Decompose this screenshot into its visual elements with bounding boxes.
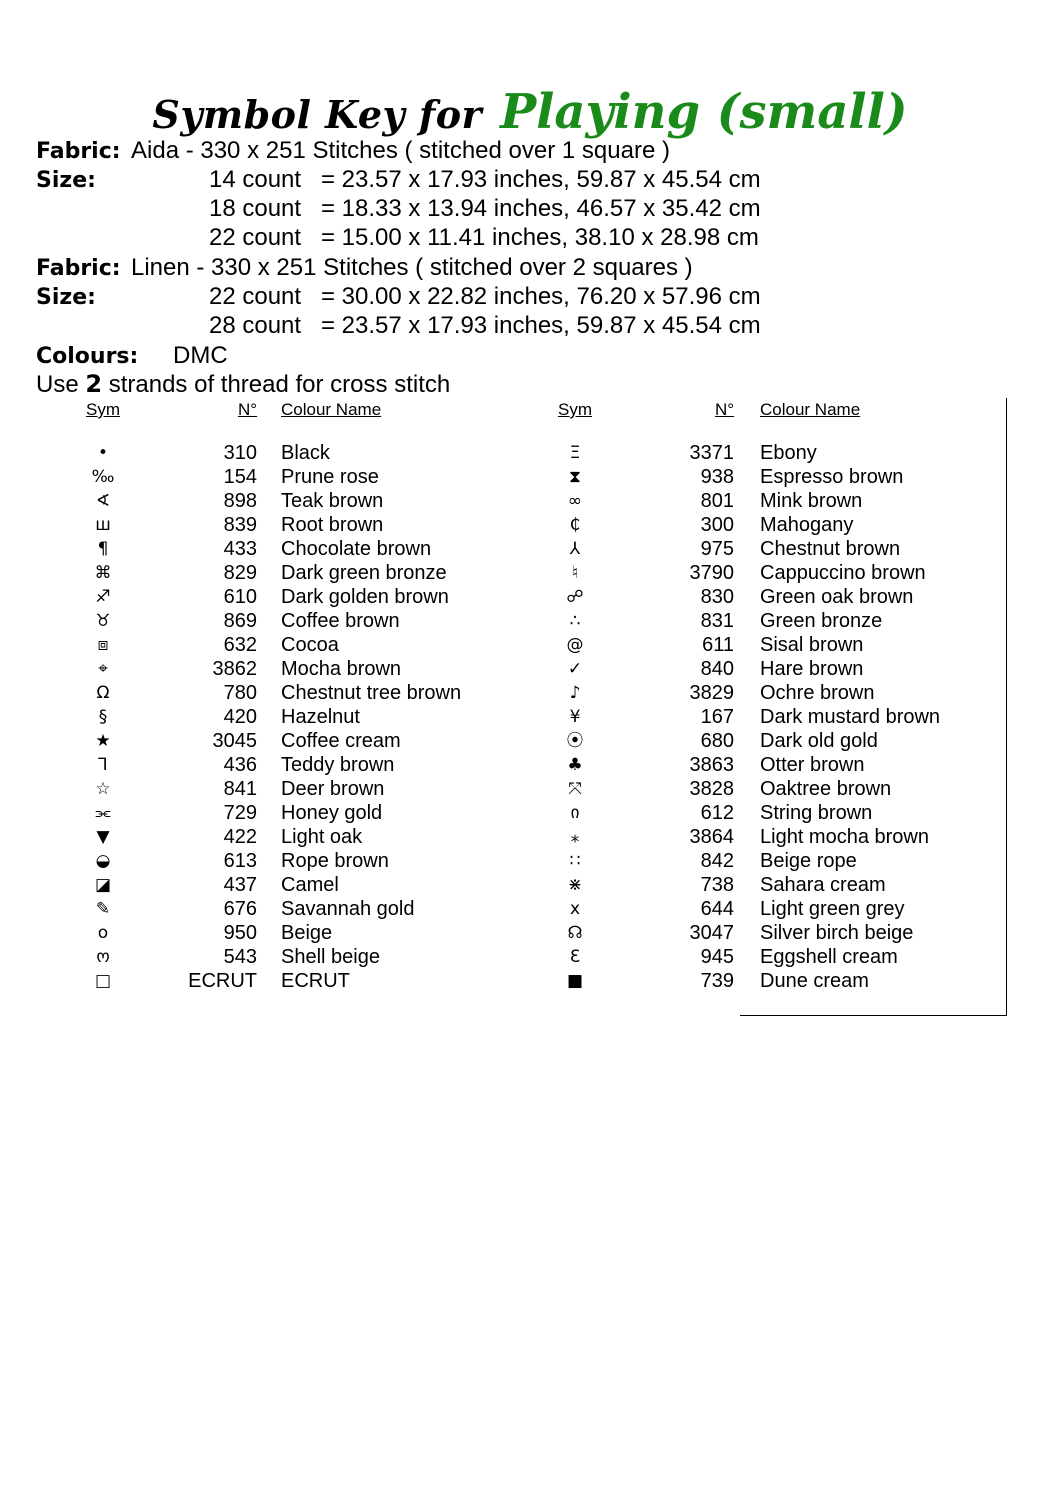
list-item	[0, 609, 1000, 633]
fabric-linen-line	[36, 253, 693, 283]
symbol-icon: ⤧	[568, 779, 582, 799]
strands-post: strands of thread for cross stitch	[102, 371, 451, 398]
colour-number: 950	[223, 922, 257, 944]
colour-name: Mocha brown	[281, 658, 402, 680]
fabric-linen-text: Linen - 330 x 251 Stitches ( stitched over 2 squares )	[131, 254, 693, 281]
symbol-icon: ∷	[569, 851, 581, 871]
list-item	[0, 441, 1000, 465]
symbol-icon: •	[97, 443, 109, 463]
symbol-icon: ✓	[567, 659, 583, 679]
symbol-icon: ⧗	[569, 467, 581, 487]
symbol-icon: ■	[566, 971, 584, 991]
colour-number: 3829	[689, 682, 734, 704]
colour-number: 938	[700, 466, 734, 488]
colour-name: Dark golden brown	[281, 586, 449, 608]
colour-name: Mink brown	[760, 490, 863, 512]
list-item	[0, 921, 1000, 945]
symbol-icon: ⅂	[98, 755, 108, 775]
colour-name: Beige	[281, 922, 333, 944]
symbol-icon: ▼	[96, 827, 110, 847]
list-item	[0, 681, 1000, 705]
colour-name: Ebony	[760, 442, 817, 464]
size-dims: = 18.33 x 13.94 inches, 46.57 x 35.42 cm	[321, 195, 761, 222]
colours-line	[36, 341, 228, 371]
colour-number: 3045	[212, 730, 257, 752]
colour-name: Dark old gold	[760, 730, 878, 752]
size-aida-row-1	[36, 165, 936, 195]
colour-number: 729	[223, 802, 257, 824]
symbol-icon: ⋇	[567, 875, 583, 895]
colours-value: DMC	[173, 342, 228, 369]
colour-name: Savannah gold	[281, 898, 415, 920]
symbol-icon: ✎	[95, 899, 111, 919]
colour-name: Teak brown	[281, 490, 384, 512]
colour-number: 310	[223, 442, 257, 464]
colours-label: Colours:	[36, 344, 139, 369]
colour-name: Eggshell cream	[760, 946, 898, 968]
symbol-icon: ♐	[95, 587, 111, 607]
colour-name: Shell beige	[281, 946, 380, 968]
symbol-icon: ♣	[567, 755, 583, 775]
symbol-icon: ი	[570, 803, 580, 823]
colour-number: 898	[223, 490, 257, 512]
symbol-icon: @	[566, 635, 584, 655]
colour-number: 3862	[212, 658, 257, 680]
list-item	[0, 825, 1000, 849]
symbol-icon: x	[569, 899, 581, 919]
colour-name: Prune rose	[281, 466, 379, 488]
list-item	[0, 897, 1000, 921]
list-item	[0, 633, 1000, 657]
colour-number: 841	[223, 778, 257, 800]
symbol-icon: ⧈	[97, 635, 109, 655]
symbol-icon: ⅄	[569, 539, 581, 559]
list-item	[0, 777, 1000, 801]
colour-number: 829	[223, 562, 257, 584]
symbol-icon: ⦿	[566, 731, 584, 751]
colour-number: 644	[700, 898, 734, 920]
colour-number: 3047	[689, 922, 734, 944]
colour-name: Chestnut tree brown	[281, 682, 462, 704]
colour-number: 543	[223, 946, 257, 968]
fabric-label: Fabric:	[36, 139, 121, 164]
colour-number: 154	[223, 466, 257, 488]
list-item	[0, 513, 1000, 537]
header-sym-right: Sym	[558, 400, 592, 419]
colour-name: Sisal brown	[760, 634, 864, 656]
symbol-icon: o	[97, 923, 109, 943]
size-dims: = 23.57 x 17.93 inches, 59.87 x 45.54 cm	[321, 312, 761, 339]
colour-number: 433	[223, 538, 257, 560]
colour-name: Coffee brown	[281, 610, 400, 632]
colour-number: 436	[223, 754, 257, 776]
colour-name: Dark green bronze	[281, 562, 447, 584]
symbol-icon: ¶	[97, 539, 109, 559]
colour-number: 780	[223, 682, 257, 704]
colour-name: Oaktree brown	[760, 778, 892, 800]
fabric-aida-line	[36, 136, 670, 166]
symbol-icon: ♉	[95, 611, 111, 631]
symbol-icon: §	[98, 707, 108, 727]
colour-number: 613	[223, 850, 257, 872]
colour-name: Dark mustard brown	[760, 706, 941, 728]
list-item	[0, 537, 1000, 561]
size-count: 14 count	[209, 166, 302, 193]
list-item	[0, 561, 1000, 585]
colour-number: 611	[702, 634, 734, 656]
colour-name: Light mocha brown	[760, 826, 929, 848]
header-sym-left: Sym	[86, 400, 120, 419]
symbol-icon: Ɛ	[569, 947, 581, 967]
colour-number: 676	[223, 898, 257, 920]
colour-number: 167	[700, 706, 734, 728]
size-dims: = 15.00 x 11.41 inches, 38.10 x 28.98 cm	[321, 224, 759, 251]
symbol-icon: ¥	[569, 707, 581, 727]
colour-name: Green oak brown	[760, 586, 914, 608]
symbol-icon: ‰	[91, 467, 115, 487]
colour-number: 300	[700, 514, 734, 536]
list-item	[0, 873, 1000, 897]
symbol-icon: ⌘	[94, 563, 112, 583]
symbol-icon: ⌖	[98, 659, 108, 679]
list-item	[0, 657, 1000, 681]
header-num-left: N°	[238, 400, 258, 419]
symbol-icon: ☆	[95, 779, 111, 799]
colour-name: Chestnut brown	[760, 538, 901, 560]
colour-number: 945	[700, 946, 734, 968]
colour-number: 3828	[689, 778, 734, 800]
symbol-icon: Ω	[96, 683, 110, 703]
strands-count: 2	[85, 370, 103, 398]
colour-name: Deer brown	[281, 778, 385, 800]
size-count: 22 count	[209, 224, 302, 251]
symbol-icon: ♮	[571, 563, 579, 583]
colour-number: 437	[223, 874, 257, 896]
symbol-icon: ★	[95, 731, 111, 751]
colour-name: Green bronze	[760, 610, 883, 632]
colour-number: 801	[700, 490, 734, 512]
symbol-icon: ₵	[569, 515, 581, 535]
colour-number: 831	[700, 610, 734, 632]
size-linen-row-1	[36, 282, 936, 312]
symbol-icon: ☍	[566, 587, 584, 607]
colour-number: 3863	[689, 754, 734, 776]
colour-name: Root brown	[281, 514, 384, 536]
fabric-label: Fabric:	[36, 256, 121, 281]
list-item	[0, 801, 1000, 825]
list-item	[0, 585, 1000, 609]
colour-number: 3371	[689, 442, 734, 464]
size-dims: = 30.00 x 22.82 inches, 76.20 x 57.96 cm	[321, 283, 761, 310]
symbol-icon: □	[94, 971, 112, 991]
colour-name: Beige rope	[760, 850, 857, 872]
header-name-left: Colour Name	[281, 400, 382, 419]
colour-name: Coffee cream	[281, 730, 401, 752]
colour-number: 680	[700, 730, 734, 752]
colour-name: String brown	[760, 802, 873, 824]
symbol-icon: ☊	[567, 923, 583, 943]
symbol-icon: ⁎	[570, 827, 580, 847]
colour-name: Otter brown	[760, 754, 865, 776]
colour-name: Hazelnut	[281, 706, 360, 728]
list-item	[0, 945, 1000, 969]
size-count: 18 count	[209, 195, 302, 222]
colour-name: Sahara cream	[760, 874, 886, 896]
colour-name: Silver birch beige	[760, 922, 914, 944]
size-dims: = 23.57 x 17.93 inches, 59.87 x 45.54 cm	[321, 166, 761, 193]
colour-name: Dune cream	[760, 970, 869, 992]
symbol-icon: Ξ	[569, 443, 581, 463]
symbol-icon: ◪	[94, 875, 112, 895]
symbol-icon: ∞	[567, 491, 583, 511]
colour-name: Black	[281, 442, 330, 464]
header-name-right: Colour Name	[760, 400, 861, 419]
colour-name: Cappuccino brown	[760, 562, 926, 584]
list-item	[0, 969, 1000, 993]
strands-line	[36, 370, 450, 399]
symbol-icon: ш	[95, 515, 111, 535]
colour-number: 422	[223, 826, 257, 848]
table-bottom-border	[740, 1015, 1007, 1016]
colour-number: 738	[700, 874, 734, 896]
colour-number: 610	[223, 586, 257, 608]
colour-name: Camel	[281, 874, 339, 896]
colour-name: Cocoa	[281, 634, 339, 656]
symbol-icon: ∢	[95, 491, 111, 511]
colour-number: ECRUT	[188, 970, 257, 992]
symbol-icon: ∴	[569, 611, 581, 631]
size-label: Size:	[36, 285, 96, 310]
colour-name: Teddy brown	[281, 754, 395, 776]
title-prefix: Symbol Key for	[152, 92, 483, 137]
colour-name: Light oak	[281, 826, 363, 848]
colour-name: Mahogany	[760, 514, 854, 536]
colour-number: 420	[223, 706, 257, 728]
colour-name: ECRUT	[281, 970, 350, 992]
colour-number: 3864	[689, 826, 734, 848]
table-right-border	[1006, 398, 1007, 1016]
size-count: 28 count	[209, 312, 302, 339]
colour-name: Light green grey	[760, 898, 905, 920]
colour-name: Ochre brown	[760, 682, 875, 704]
colour-name: Hare brown	[760, 658, 864, 680]
symbol-icon: ◒	[95, 851, 111, 871]
colour-name: Chocolate brown	[281, 538, 432, 560]
list-item	[0, 729, 1000, 753]
page-title	[0, 84, 1060, 140]
colour-number: 830	[700, 586, 734, 608]
symbol-icon: ♪	[569, 683, 581, 703]
colour-name: Honey gold	[281, 802, 383, 824]
colour-number: 842	[700, 850, 734, 872]
colour-name: Rope brown	[281, 850, 389, 872]
colour-number: 975	[700, 538, 734, 560]
list-item	[0, 465, 1000, 489]
colour-number: 840	[700, 658, 734, 680]
list-item	[0, 705, 1000, 729]
size-count: 22 count	[209, 283, 302, 310]
symbol-icon: ო	[96, 947, 110, 967]
list-item	[0, 489, 1000, 513]
list-item	[0, 753, 1000, 777]
fabric-aida-text: Aida - 330 x 251 Stitches ( stitched over 1 square )	[131, 137, 670, 164]
colour-name: Espresso brown	[760, 466, 904, 488]
colour-number: 839	[223, 514, 257, 536]
colour-number: 632	[223, 634, 257, 656]
colour-number: 739	[700, 970, 734, 992]
symbol-icon: ⫘	[95, 803, 111, 823]
colour-number: 869	[223, 610, 257, 632]
list-item	[0, 849, 1000, 873]
header-num-right: N°	[715, 400, 735, 419]
colour-number: 612	[700, 802, 734, 824]
size-label: Size:	[36, 168, 96, 193]
pattern-name: Playing (small)	[500, 84, 908, 140]
colour-number: 3790	[689, 562, 734, 584]
strands-pre: Use	[36, 371, 86, 398]
